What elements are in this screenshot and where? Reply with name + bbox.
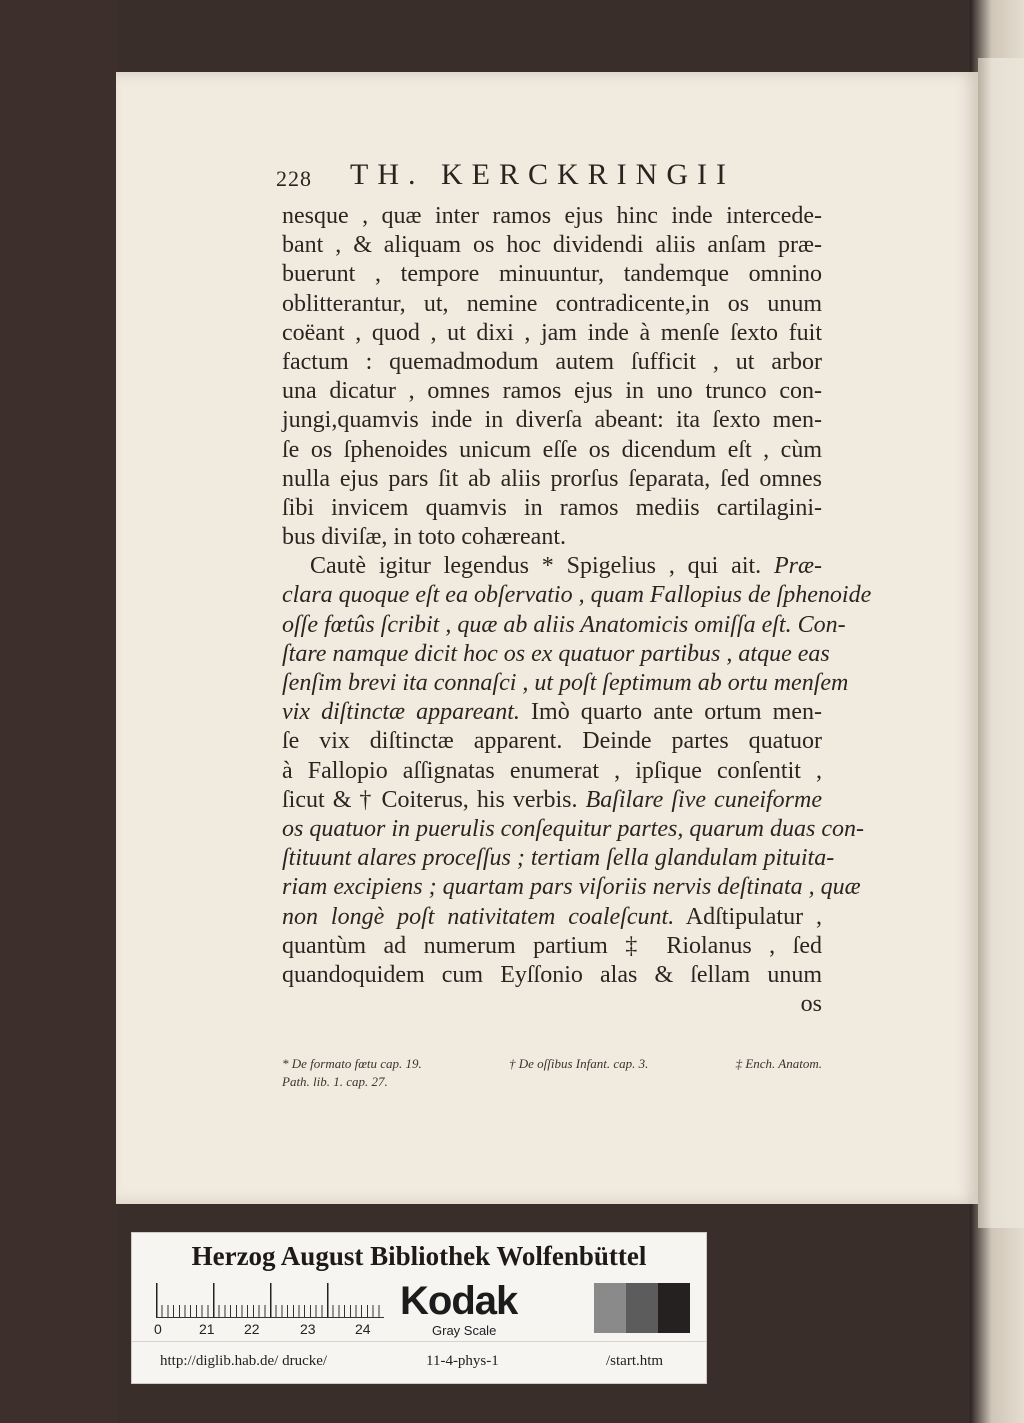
gray-swatch	[626, 1283, 658, 1333]
card-footer	[132, 1349, 706, 1373]
card-divider	[132, 1341, 706, 1342]
text-line	[282, 698, 822, 727]
text-line	[282, 786, 822, 815]
text-line	[282, 903, 822, 932]
text-span: ſicut & † Coiterus, his verbis.	[282, 786, 586, 813]
footnote-1: * De formato fœtu cap. 19.	[282, 1056, 422, 1071]
text-line: bant , & aliquam os hoc dividendi aliis anſam præ-	[282, 232, 822, 259]
color-calibration-card	[131, 1232, 707, 1384]
text-line: factum : quemadmodum autem ſufficit , ut arbor	[282, 348, 822, 375]
grayscale-swatches	[594, 1283, 690, 1333]
text-span-italic: Baſilare ſive cuneiforme	[585, 786, 823, 813]
footnote-4: Path. lib. 1. cap. 27.	[282, 1074, 388, 1089]
footnote-3: ‡ Ench. Anatom.	[735, 1056, 822, 1071]
catchword: os	[800, 991, 822, 1018]
text-line: ſibi invicem quamvis in ramos mediis cartilagini-	[282, 494, 822, 521]
footnote-row	[282, 1073, 822, 1091]
text-line: quandoquidem cum Eyſſonio alas & ſellam unum	[282, 961, 822, 988]
footnotes	[282, 1055, 822, 1091]
text-line: una dicatur , omnes ramos ejus in uno trunco con-	[282, 378, 822, 405]
text-line: riam excipiens ; quartam pars viſoriis nervis deſtinata , quæ	[282, 874, 861, 901]
text-line: os quatuor in puerulis conſequitur partes, quarum duas con-	[282, 815, 864, 842]
gray-swatch	[658, 1283, 690, 1333]
ruler-major-ticks	[156, 1283, 384, 1317]
text-span: Imò quarto ante ortum men-	[519, 699, 822, 726]
running-title: TH. KERCKRINGII	[350, 158, 735, 191]
grayscale-label: Gray Scale	[432, 1323, 497, 1338]
footnote-2: † De oſſibus Infant. cap. 3.	[508, 1056, 649, 1071]
text-line: nesque , quæ inter ramos ejus hinc inde intercede-	[282, 203, 822, 229]
text-line: quantùm ad numerum partium ‡ Riolanus , ſed	[282, 932, 822, 959]
text-span-italic: vix diſtinctæ appareant.	[282, 699, 520, 726]
text-line: oſſe fœtûs ſcribit , quæ ab aliis Anatomicis omiſſa eſt. Con-	[282, 611, 846, 638]
kodak-logo: Kodak	[400, 1279, 518, 1323]
text-span: Adſtipulatur ,	[674, 903, 822, 930]
url-left: http://diglib.hab.de/ drucke/	[160, 1353, 328, 1369]
ruler-number: 21	[199, 1321, 215, 1337]
text-line: ſtare namque dicit hoc os ex quatuor partibus , atque eas	[282, 640, 830, 667]
running-head	[276, 158, 836, 198]
shelfmark: 11-4-phys-1	[426, 1353, 499, 1369]
scan-background-left	[0, 0, 118, 1423]
adjacent-page-edge	[978, 58, 1024, 1228]
ruler-number: 22	[244, 1321, 260, 1337]
footnote-row	[282, 1055, 822, 1073]
text-line	[282, 552, 822, 581]
text-line: à Fallopio aſſignatas enumerat , ipſique conſentit ,	[282, 757, 822, 784]
text-line: bus diviſæ, in toto cohæreant.	[282, 524, 566, 551]
text-line: coëant , quod , ut dixi , jam inde à menſe ſexto fuit	[282, 319, 822, 346]
text-line: ſtituunt alares proceſſus ; tertiam ſella glandulam pituita-	[282, 845, 835, 872]
ruler-numbers	[152, 1321, 392, 1339]
text-line: ſenſim brevi ita connaſci , ut poſt ſeptimum ab ortu menſem	[282, 670, 849, 696]
ruler-number: 0	[154, 1321, 162, 1337]
text-line: clara quoque eſt ea obſervatio , quam Fallopius de ſphenoide	[282, 582, 872, 609]
ruler-number: 23	[300, 1321, 316, 1337]
library-name: Herzog August Bibliothek Wolfenbüttel	[191, 1241, 647, 1271]
text-span: Cautè igitur legendus * Spigelius , qui ait.	[310, 553, 774, 580]
text-span-italic: non longè poſt nativitatem coaleſcunt.	[282, 903, 675, 930]
text-line: oblitterantur, ut, nemine contradicente,in os unum	[282, 290, 822, 317]
text-line: buerunt , tempore minuuntur, tandemque omnino	[282, 261, 822, 288]
text-line: ſe os ſphenoides unicum eſſe os dicendum eſt , cùm	[282, 436, 822, 463]
page-number: 228	[276, 166, 312, 191]
text-span-italic: Præ-	[774, 553, 822, 580]
gray-swatch	[594, 1283, 626, 1333]
book-page	[116, 72, 978, 1204]
text-line: ſe vix diſtinctæ apparent. Deinde partes quatuor	[282, 728, 822, 755]
url-right: /start.htm	[606, 1353, 664, 1369]
ruler-number: 24	[355, 1321, 371, 1337]
text-line: jungi,quamvis inde in diverſa abeant: ita ſexto men-	[282, 407, 822, 434]
main-text	[282, 202, 872, 1019]
text-line: nulla ejus pars ſit ab aliis prorſus ſeparata, ſed omnes	[282, 465, 822, 492]
